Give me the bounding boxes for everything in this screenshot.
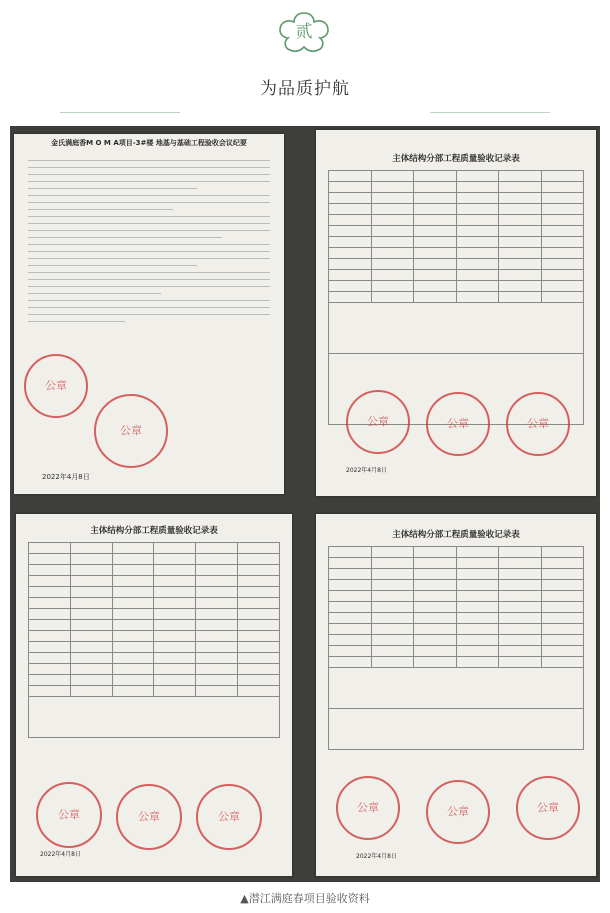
meeting-minutes-document — [14, 134, 284, 494]
document-title: 主体结构分部工程质量验收记录表 — [90, 526, 218, 536]
official-seal: 公章 — [196, 784, 262, 850]
signature-date: 2022年4月8日 — [356, 853, 397, 860]
document-title: 主体结构分部工程质量验收记录表 — [392, 154, 520, 164]
signature-date: 2022年4月8日 — [346, 467, 387, 474]
badge-character: 贰 — [295, 22, 313, 42]
signature-date: 2022年4月8日 — [40, 851, 81, 858]
official-seal: 公章 — [336, 776, 400, 840]
document-title: 主体结构分部工程质量验收记录表 — [392, 530, 520, 540]
official-seal: 公章 — [94, 394, 168, 468]
section-title: 为品质护航 — [260, 79, 350, 99]
quality-acceptance-form — [316, 514, 596, 876]
official-seal: 公章 — [116, 784, 182, 850]
document-photo-collage — [10, 126, 600, 882]
section-badge — [272, 10, 336, 54]
quality-acceptance-form — [316, 130, 596, 496]
official-seal: 公章 — [506, 392, 570, 456]
divider-left — [60, 112, 180, 113]
official-seal: 公章 — [516, 776, 580, 840]
official-seal: 公章 — [36, 782, 102, 848]
official-seal: 公章 — [346, 390, 410, 454]
image-caption: ▲潜江满庭春项目验收资料 — [240, 892, 370, 905]
official-seal: 公章 — [426, 392, 490, 456]
divider-right — [430, 112, 550, 113]
document-title: 金氏满庭香M O M A项目-3#楼 地基与基础工程验收会议纪要 — [51, 139, 247, 147]
signature-date: 2022年4月8日 — [42, 473, 90, 481]
official-seal: 公章 — [24, 354, 88, 418]
official-seal: 公章 — [426, 780, 490, 844]
quality-acceptance-form — [16, 514, 292, 876]
